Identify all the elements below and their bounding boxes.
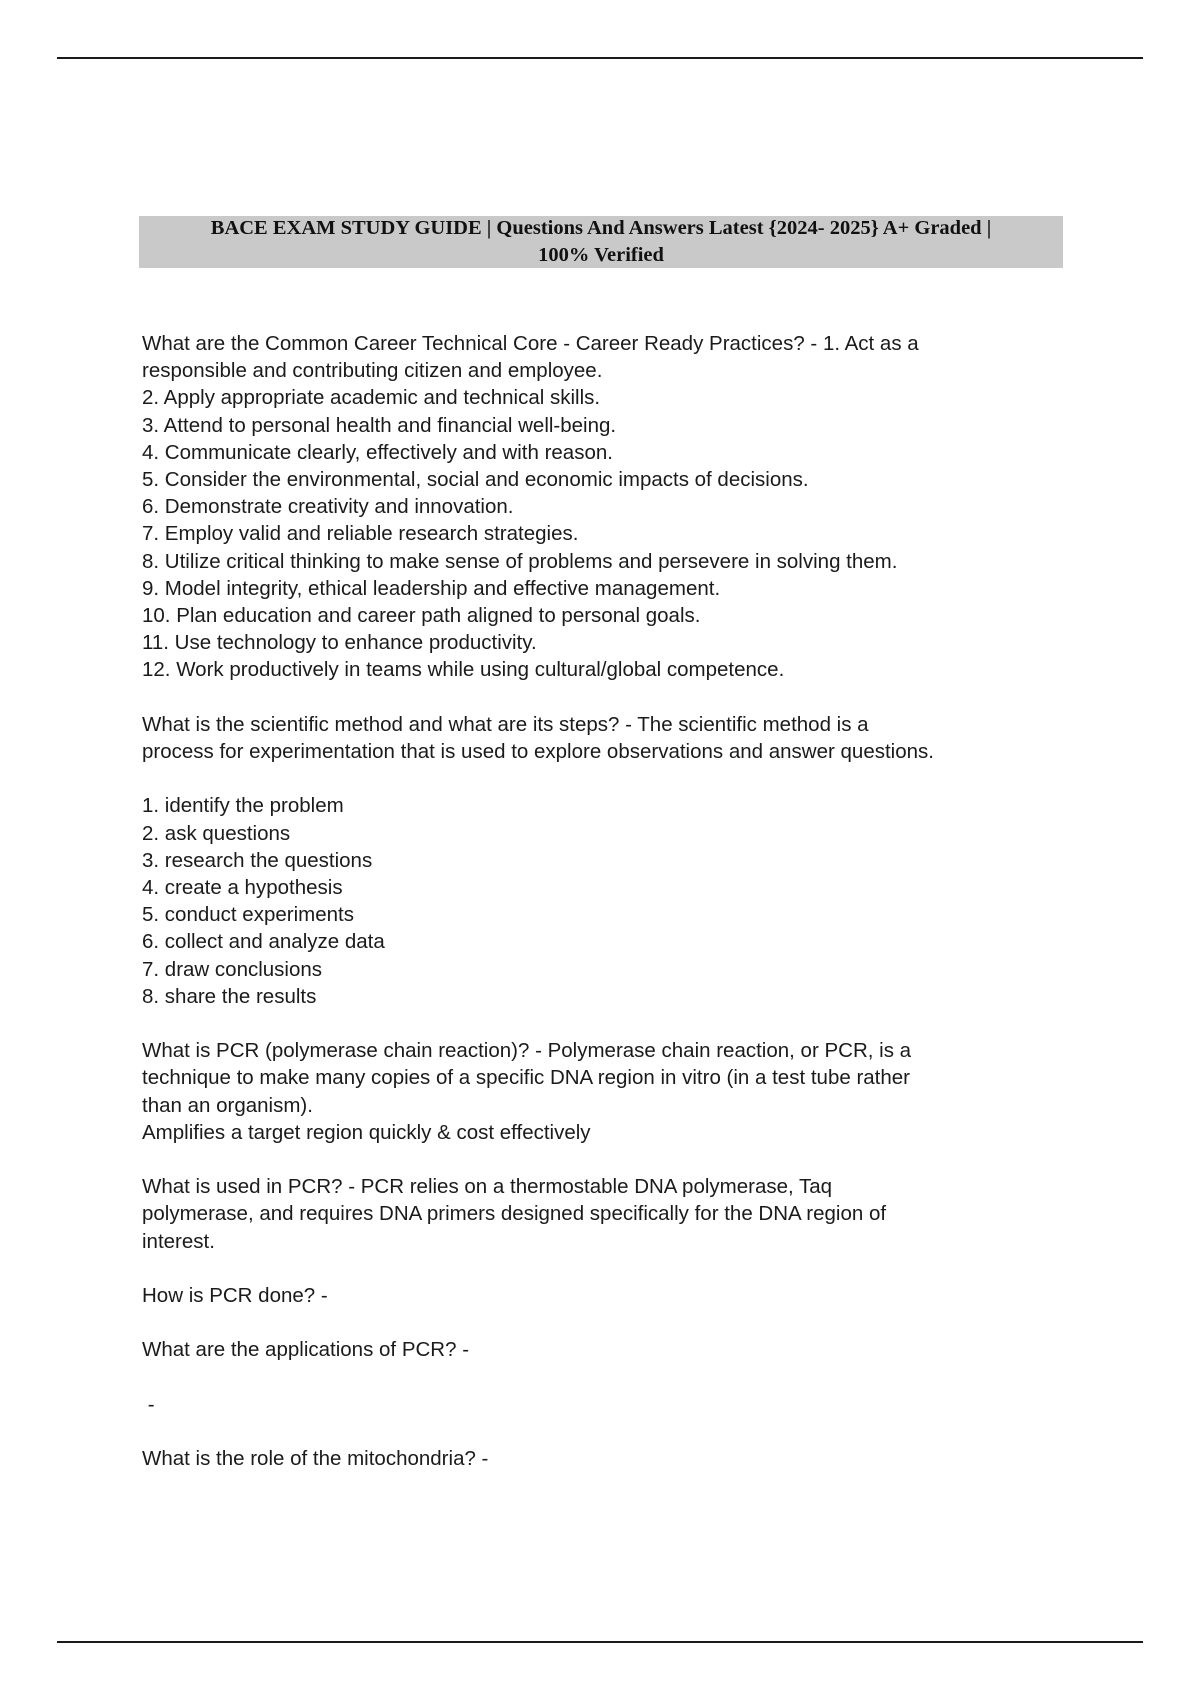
text-line: polymerase, and requires DNA primers designed specifically for the DNA region of [142, 1202, 887, 1226]
qa-pcr-done: How is PCR done? - [142, 1284, 328, 1308]
title-line-1: BACE EXAM STUDY GUIDE | Questions And Answers Latest {2024- 2025} A+ Graded | [210, 217, 992, 239]
text-line: What is the scientific method and what are its steps? - The scientific method is a [142, 712, 869, 736]
spacer [142, 765, 1072, 792]
spacer [142, 1255, 1072, 1282]
text-line: 3. Attend to personal health and financial well-being. [142, 413, 617, 437]
qa-blank-answer: - [142, 1392, 155, 1416]
document-title [139, 216, 1063, 268]
spacer [142, 1418, 1072, 1445]
spacer [142, 1146, 1072, 1173]
text-line: process for experimentation that is used to explore observations and answer questions. [142, 740, 934, 764]
text-line: responsible and contributing citizen and employee. [142, 359, 603, 383]
qa-pcr-applications: What are the applications of PCR? - [142, 1338, 470, 1362]
text-line: What is PCR (polymerase chain reaction)? - Polymerase chain reaction, or PCR, is a [142, 1039, 912, 1063]
text-line: 12. Work productively in teams while using cultural/global competence. [142, 658, 785, 682]
text-line: 10. Plan education and career path aligned to personal goals. [142, 604, 701, 628]
list-item: 3. research the questions [142, 848, 373, 872]
list-item: 6. collect and analyze data [142, 930, 385, 954]
text-line: 7. Employ valid and reliable research strategies. [142, 522, 579, 546]
text-line: 9. Model integrity, ethical leadership and effective management. [142, 576, 721, 600]
qa-scientific-method [142, 711, 1072, 765]
list-item: 4. create a hypothesis [142, 876, 343, 900]
list-item: 5. conduct experiments [142, 903, 354, 927]
spacer [142, 1309, 1072, 1336]
text-line: than an organism). [142, 1093, 313, 1117]
qa-pcr [142, 1037, 1072, 1146]
spacer [142, 1010, 1072, 1037]
text-line: 11. Use technology to enhance productivity. [142, 631, 537, 655]
qa-mitochondria: What is the role of the mitochondria? - [142, 1447, 489, 1471]
document-body [142, 330, 1072, 1472]
text-line: 2. Apply appropriate academic and technical skills. [142, 386, 601, 410]
list-item: 1. identify the problem [142, 794, 344, 818]
text-line: What are the Common Career Technical Core - Career Ready Practices? - 1. Act as a [142, 332, 919, 355]
list-item: 2. ask questions [142, 821, 291, 845]
text-line: 5. Consider the environmental, social and economic impacts of decisions. [142, 468, 809, 492]
list-item: 8. share the results [142, 984, 317, 1008]
text-line: 6. Demonstrate creativity and innovation. [142, 495, 514, 519]
top-rule [57, 57, 1143, 59]
text-line: 8. Utilize critical thinking to make sense of problems and persevere in solving them. [142, 549, 898, 573]
spacer [142, 684, 1072, 711]
list-item: 7. draw conclusions [142, 957, 323, 981]
title-line-2: 100% Verified [538, 244, 664, 266]
scientific-method-steps [142, 792, 1072, 1010]
text-line: What is used in PCR? - PCR relies on a thermostable DNA polymerase, Taq [142, 1175, 833, 1199]
text-line: 4. Communicate clearly, effectively and with reason. [142, 440, 613, 464]
bottom-rule [57, 1641, 1143, 1643]
spacer [142, 1364, 1072, 1391]
text-line: technique to make many copies of a specific DNA region in vitro (in a test tube rather [142, 1066, 910, 1090]
qa-career-ready-practices [142, 330, 1072, 684]
qa-pcr-used [142, 1173, 1072, 1255]
text-line: interest. [142, 1229, 215, 1253]
text-line: Amplifies a target region quickly & cost effectively [142, 1120, 591, 1144]
